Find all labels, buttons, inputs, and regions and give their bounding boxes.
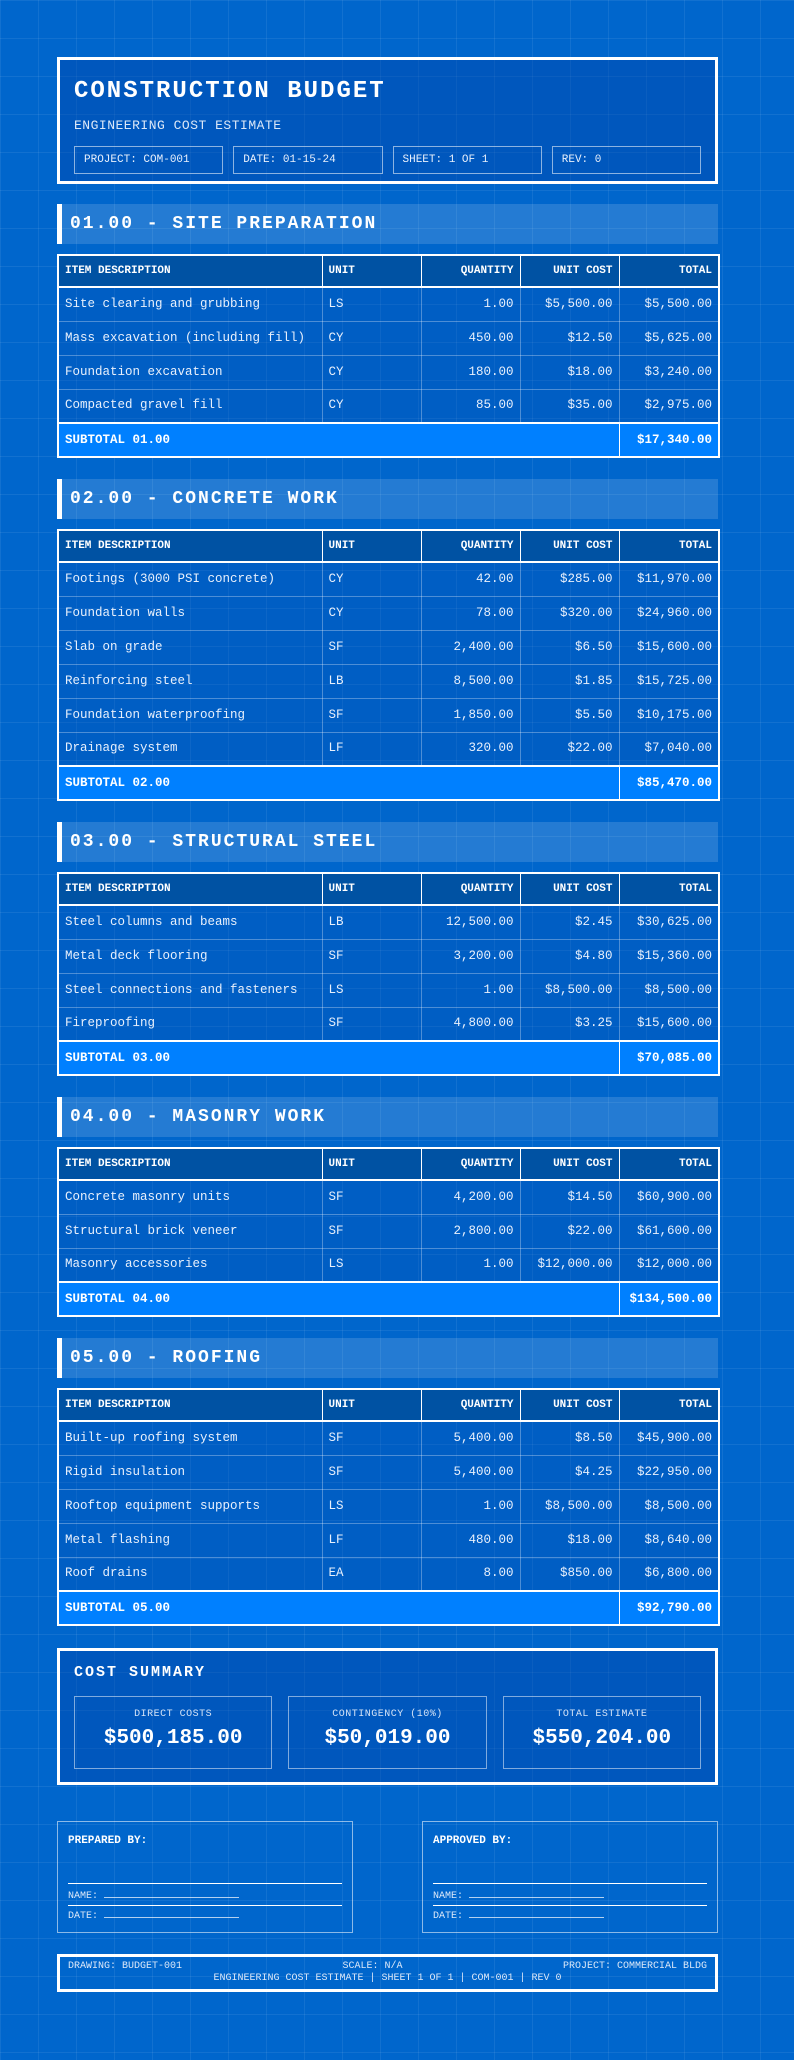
table-row: [58, 1489, 719, 1523]
project-id-field: PROJECT: COM-001: [74, 146, 223, 174]
cost-summary: [57, 1648, 718, 1785]
cell-unit: CY: [322, 389, 421, 423]
column-header-total: TOTAL: [619, 530, 719, 562]
date-label: DATE:: [433, 1911, 464, 1922]
column-header-unit: UNIT: [322, 873, 421, 905]
section-header: 05.00 - ROOFING: [57, 1338, 718, 1378]
subtotal-row: [58, 1282, 719, 1316]
column-header-unit: UNIT: [322, 1389, 421, 1421]
column-header-unit-cost: UNIT COST: [520, 873, 619, 905]
cell-quantity: 8.00: [421, 1557, 520, 1591]
cell-quantity: 4,800.00: [421, 1007, 520, 1041]
cell-unit-cost: $8,500.00: [520, 973, 619, 1007]
cell-total: $2,975.00: [619, 389, 719, 423]
cell-unit-cost: $6.50: [520, 630, 619, 664]
cell-unit-cost: $8.50: [520, 1421, 619, 1455]
name-blank[interactable]: [469, 1888, 604, 1898]
cell-unit: LF: [322, 732, 421, 766]
cell-total: $15,600.00: [619, 1007, 719, 1041]
cell-quantity: 85.00: [421, 389, 520, 423]
table-row: [58, 1557, 719, 1591]
table-row: [58, 905, 719, 939]
cell-total: $15,600.00: [619, 630, 719, 664]
cell-unit: SF: [322, 630, 421, 664]
prepared-by-label: PREPARED BY:: [68, 1835, 148, 1847]
name-field[interactable]: [68, 1888, 342, 1906]
signature-line[interactable]: [433, 1883, 707, 1884]
sections-container: [57, 204, 718, 1626]
column-header-description: ITEM DESCRIPTION: [58, 873, 322, 905]
subtotal-row: [58, 1041, 719, 1075]
column-header-total: TOTAL: [619, 255, 719, 287]
approved-by-label: APPROVED BY:: [433, 1835, 513, 1847]
column-header-unit: UNIT: [322, 255, 421, 287]
project-name: PROJECT: COMMERCIAL BLDG: [562, 1961, 707, 1972]
subtotal-label: SUBTOTAL 01.00: [58, 423, 619, 457]
total-estimate-card: [503, 1696, 701, 1769]
section-header: 04.00 - MASONRY WORK: [57, 1097, 718, 1137]
cell-quantity: 1,850.00: [421, 698, 520, 732]
date-field[interactable]: [433, 1908, 707, 1924]
cell-description: Slab on grade: [58, 630, 322, 664]
cell-quantity: 8,500.00: [421, 664, 520, 698]
table-header-row: [58, 255, 719, 287]
subtotal-label: SUBTOTAL 05.00: [58, 1591, 619, 1625]
signature-area: [57, 1821, 718, 1933]
cell-description: Foundation waterproofing: [58, 698, 322, 732]
name-label: NAME:: [68, 1891, 99, 1902]
table-row: [58, 698, 719, 732]
cell-quantity: 42.00: [421, 562, 520, 596]
cell-description: Site clearing and grubbing: [58, 287, 322, 321]
table-row: [58, 1421, 719, 1455]
date-blank[interactable]: [469, 1908, 604, 1918]
table-row: [58, 1214, 719, 1248]
cell-quantity: 5,400.00: [421, 1421, 520, 1455]
title-block: [57, 57, 718, 184]
cell-unit-cost: $5.50: [520, 698, 619, 732]
page-subtitle: ENGINEERING COST ESTIMATE: [74, 118, 282, 133]
card-value: $500,185.00: [103, 1727, 243, 1750]
cell-description: Footings (3000 PSI concrete): [58, 562, 322, 596]
subtotal-value: $134,500.00: [619, 1282, 719, 1316]
cell-unit-cost: $1.85: [520, 664, 619, 698]
column-header-quantity: QUANTITY: [421, 255, 520, 287]
cell-description: Masonry accessories: [58, 1248, 322, 1282]
cell-total: $15,725.00: [619, 664, 719, 698]
table-row: [58, 1007, 719, 1041]
cell-unit-cost: $22.00: [520, 732, 619, 766]
cell-unit: SF: [322, 1007, 421, 1041]
cell-unit-cost: $18.00: [520, 355, 619, 389]
cell-description: Mass excavation (including fill): [58, 321, 322, 355]
contingency-card: [288, 1696, 486, 1769]
column-header-total: TOTAL: [619, 1389, 719, 1421]
card-label: DIRECT COSTS: [134, 1709, 213, 1720]
cell-total: $10,175.00: [619, 698, 719, 732]
column-header-description: ITEM DESCRIPTION: [58, 1148, 322, 1180]
table-row: [58, 562, 719, 596]
cell-quantity: 5,400.00: [421, 1455, 520, 1489]
prepared-by-box: [57, 1821, 353, 1933]
cell-quantity: 3,200.00: [421, 939, 520, 973]
table-header-row: [58, 530, 719, 562]
cost-table: [57, 872, 720, 1076]
cell-unit: LS: [322, 287, 421, 321]
cell-unit: LF: [322, 1523, 421, 1557]
column-header-total: TOTAL: [619, 873, 719, 905]
cell-description: Rooftop equipment supports: [58, 1489, 322, 1523]
cell-description: Fireproofing: [58, 1007, 322, 1041]
column-header-description: ITEM DESCRIPTION: [58, 1389, 322, 1421]
direct-costs-card: [74, 1696, 272, 1769]
column-header-quantity: QUANTITY: [421, 1389, 520, 1421]
table-row: [58, 630, 719, 664]
name-field[interactable]: [433, 1888, 707, 1906]
cell-unit: SF: [322, 698, 421, 732]
section-header: 01.00 - SITE PREPARATION: [57, 204, 718, 244]
cell-total: $45,900.00: [619, 1421, 719, 1455]
cell-total: $30,625.00: [619, 905, 719, 939]
cell-description: Roof drains: [58, 1557, 322, 1591]
cell-unit-cost: $22.00: [520, 1214, 619, 1248]
cell-unit-cost: $18.00: [520, 1523, 619, 1557]
cell-total: $3,240.00: [619, 355, 719, 389]
summary-cards: [74, 1696, 701, 1769]
cell-total: $8,500.00: [619, 1489, 719, 1523]
cell-unit-cost: $5,500.00: [520, 287, 619, 321]
footer-row: [68, 1960, 707, 1973]
cell-description: Structural brick veneer: [58, 1214, 322, 1248]
cell-unit-cost: $4.25: [520, 1455, 619, 1489]
footer-summary-line: ENGINEERING COST ESTIMATE | SHEET 1 OF 1 | COM-001 | REV 0: [213, 1973, 562, 1984]
cell-unit: SF: [322, 1421, 421, 1455]
cell-total: $5,500.00: [619, 287, 719, 321]
cell-unit: CY: [322, 562, 421, 596]
title-footer: [57, 1954, 718, 1992]
column-header-quantity: QUANTITY: [421, 873, 520, 905]
name-blank[interactable]: [104, 1888, 239, 1898]
table-row: [58, 1248, 719, 1282]
cell-quantity: 78.00: [421, 596, 520, 630]
date-field: DATE: 01-15-24: [233, 146, 382, 174]
table-row: [58, 389, 719, 423]
cell-unit: SF: [322, 1214, 421, 1248]
subtotal-label: SUBTOTAL 02.00: [58, 766, 619, 800]
cell-total: $5,625.00: [619, 321, 719, 355]
cell-description: Rigid insulation: [58, 1455, 322, 1489]
cell-description: Concrete masonry units: [58, 1180, 322, 1214]
cell-unit: SF: [322, 939, 421, 973]
table-row: [58, 973, 719, 1007]
cell-unit-cost: $12,000.00: [520, 1248, 619, 1282]
cell-unit-cost: $35.00: [520, 389, 619, 423]
cell-unit: LS: [322, 973, 421, 1007]
cell-description: Compacted gravel fill: [58, 389, 322, 423]
cell-quantity: 450.00: [421, 321, 520, 355]
column-header-description: ITEM DESCRIPTION: [58, 255, 322, 287]
cell-unit: SF: [322, 1180, 421, 1214]
cell-quantity: 320.00: [421, 732, 520, 766]
cell-total: $24,960.00: [619, 596, 719, 630]
table-row: [58, 664, 719, 698]
cell-description: Foundation walls: [58, 596, 322, 630]
cost-table: [57, 529, 720, 801]
cell-quantity: 1.00: [421, 287, 520, 321]
cell-quantity: 1.00: [421, 1248, 520, 1282]
cell-description: Steel connections and fasteners: [58, 973, 322, 1007]
cost-summary-title: COST SUMMARY: [74, 1664, 207, 1681]
cell-total: $12,000.00: [619, 1248, 719, 1282]
date-blank[interactable]: [104, 1908, 239, 1918]
cell-unit: CY: [322, 596, 421, 630]
subtotal-row: [58, 423, 719, 457]
table-row: [58, 939, 719, 973]
cell-unit: LS: [322, 1248, 421, 1282]
cell-unit: LB: [322, 664, 421, 698]
sheet-field: SHEET: 1 OF 1: [393, 146, 542, 174]
section-header: 03.00 - STRUCTURAL STEEL: [57, 822, 718, 862]
table-row: [58, 287, 719, 321]
card-label: TOTAL ESTIMATE: [556, 1709, 648, 1720]
cell-unit-cost: $850.00: [520, 1557, 619, 1591]
column-header-total: TOTAL: [619, 1148, 719, 1180]
subtotal-label: SUBTOTAL 03.00: [58, 1041, 619, 1075]
cell-unit: CY: [322, 321, 421, 355]
subtotal-value: $92,790.00: [619, 1591, 719, 1625]
cell-unit-cost: $8,500.00: [520, 1489, 619, 1523]
cell-unit-cost: $2.45: [520, 905, 619, 939]
cell-description: Built-up roofing system: [58, 1421, 322, 1455]
cell-total: $60,900.00: [619, 1180, 719, 1214]
cell-quantity: 1.00: [421, 1489, 520, 1523]
column-header-unit-cost: UNIT COST: [520, 255, 619, 287]
table-header-row: [58, 873, 719, 905]
cell-unit-cost: $4.80: [520, 939, 619, 973]
cell-description: Metal flashing: [58, 1523, 322, 1557]
table-row: [58, 732, 719, 766]
cost-table: [57, 1147, 720, 1317]
card-value: $550,204.00: [532, 1727, 672, 1750]
cell-description: Drainage system: [58, 732, 322, 766]
cost-table: [57, 254, 720, 458]
column-header-quantity: QUANTITY: [421, 1148, 520, 1180]
section-header: 02.00 - CONCRETE WORK: [57, 479, 718, 519]
name-label: NAME:: [433, 1891, 464, 1902]
table-row: [58, 1180, 719, 1214]
table-row: [58, 321, 719, 355]
subtotal-value: $70,085.00: [619, 1041, 719, 1075]
column-header-unit: UNIT: [322, 1148, 421, 1180]
cell-total: $7,040.00: [619, 732, 719, 766]
cell-unit: SF: [322, 1455, 421, 1489]
table-header-row: [58, 1148, 719, 1180]
subtotal-row: [58, 766, 719, 800]
cell-total: $8,500.00: [619, 973, 719, 1007]
cell-quantity: 1.00: [421, 973, 520, 1007]
drawing-number: DRAWING: BUDGET-001: [68, 1961, 183, 1972]
cell-quantity: 480.00: [421, 1523, 520, 1557]
column-header-unit-cost: UNIT COST: [520, 1389, 619, 1421]
cell-unit-cost: $285.00: [520, 562, 619, 596]
cell-unit: EA: [322, 1557, 421, 1591]
cell-unit-cost: $320.00: [520, 596, 619, 630]
signature-line[interactable]: [68, 1883, 342, 1884]
cell-quantity: 12,500.00: [421, 905, 520, 939]
column-header-unit: UNIT: [322, 530, 421, 562]
subtotal-label: SUBTOTAL 04.00: [58, 1282, 619, 1316]
date-label: DATE:: [68, 1911, 99, 1922]
cell-total: $6,800.00: [619, 1557, 719, 1591]
table-header-row: [58, 1389, 719, 1421]
column-header-description: ITEM DESCRIPTION: [58, 530, 322, 562]
cell-total: $61,600.00: [619, 1214, 719, 1248]
table-row: [58, 1523, 719, 1557]
cell-quantity: 4,200.00: [421, 1180, 520, 1214]
card-label: CONTINGENCY (10%): [332, 1709, 443, 1720]
cell-unit: LB: [322, 905, 421, 939]
date-field[interactable]: [68, 1908, 342, 1924]
cell-total: $15,360.00: [619, 939, 719, 973]
meta-row: [74, 146, 701, 174]
cell-description: Reinforcing steel: [58, 664, 322, 698]
cell-unit-cost: $12.50: [520, 321, 619, 355]
subtotal-value: $85,470.00: [619, 766, 719, 800]
card-value: $50,019.00: [324, 1727, 451, 1750]
cost-table: [57, 1388, 720, 1626]
cell-description: Metal deck flooring: [58, 939, 322, 973]
table-row: [58, 596, 719, 630]
cell-total: $11,970.00: [619, 562, 719, 596]
revision-field: REV: 0: [552, 146, 701, 174]
budget-sheet: [57, 57, 718, 1992]
cell-total: $22,950.00: [619, 1455, 719, 1489]
page-title: CONSTRUCTION BUDGET: [74, 78, 386, 105]
cell-description: Steel columns and beams: [58, 905, 322, 939]
cell-quantity: 2,400.00: [421, 630, 520, 664]
cell-quantity: 180.00: [421, 355, 520, 389]
cell-unit-cost: $3.25: [520, 1007, 619, 1041]
cell-description: Foundation excavation: [58, 355, 322, 389]
column-header-unit-cost: UNIT COST: [520, 530, 619, 562]
column-header-quantity: QUANTITY: [421, 530, 520, 562]
scale: SCALE: N/A: [342, 1961, 403, 1972]
cell-unit: CY: [322, 355, 421, 389]
cell-unit: LS: [322, 1489, 421, 1523]
table-row: [58, 1455, 719, 1489]
column-header-unit-cost: UNIT COST: [520, 1148, 619, 1180]
cell-quantity: 2,800.00: [421, 1214, 520, 1248]
cell-total: $8,640.00: [619, 1523, 719, 1557]
table-row: [58, 355, 719, 389]
subtotal-row: [58, 1591, 719, 1625]
subtotal-value: $17,340.00: [619, 423, 719, 457]
cell-unit-cost: $14.50: [520, 1180, 619, 1214]
approved-by-box: [422, 1821, 718, 1933]
